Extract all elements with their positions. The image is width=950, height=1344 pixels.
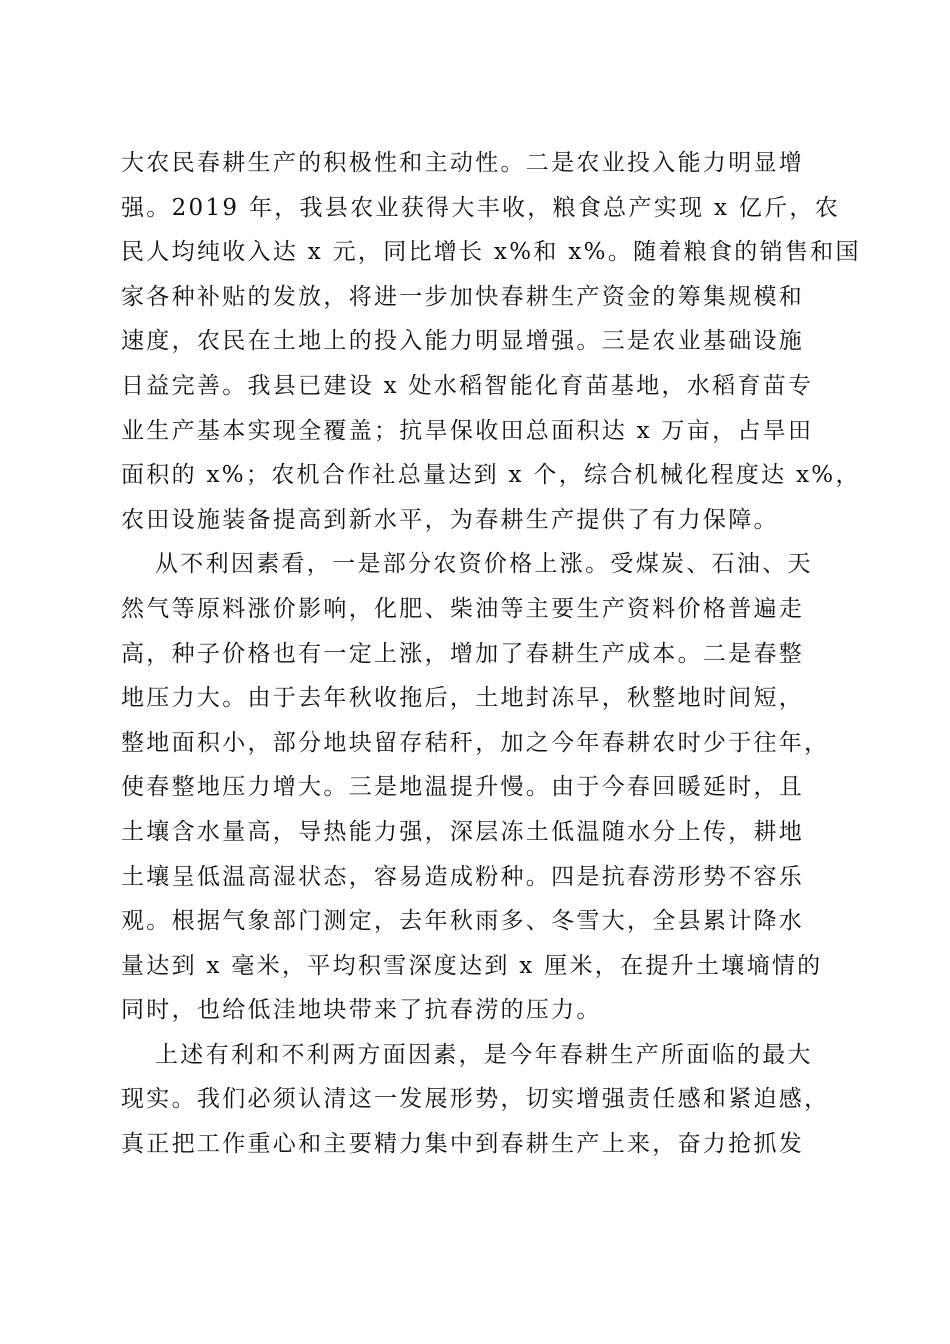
paragraph-2 [121,542,831,1033]
text-line: 同时，也给低洼地块带来了抗春涝的压力。 [121,997,602,1024]
text-line: 家各种补贴的发放，将进一步加快春耕生产资金的筹集规模和 [121,283,805,310]
text-line: 高，种子价格也有一定上涨，增加了春耕生产成本。二是春整 [121,640,805,667]
text-line: 农田设施装备提高到新水平，为春耕生产提供了有力保障。 [121,506,779,533]
text-line: 现实。我们必须认清这一发展形势，切实增强责任感和紧迫感， [121,1086,830,1113]
paragraph-1 [121,141,861,542]
paragraph-3 [121,1033,831,1167]
text-line: 量达到 x 毫米，平均积雪深度达到 x 厘米，在提升土壤墒情的 [121,952,823,979]
text-line: 观。根据气象部门测定，去年秋雨多、冬雪大，全县累计降水 [121,908,805,935]
text-line: 地压力大。由于去年秋收拖后，土地封冻早，秋整地时间短， [121,685,805,712]
text-line: 民人均纯收入达 x 元，同比增长 x%和 x%。随着粮食的销售和国 [121,239,861,266]
text-line: 强。2019 年，我县农业获得大丰收，粮食总产实现 x 亿斤，农 [121,194,841,221]
text-line: 面积的 x%；农机合作社总量达到 x 个，综合机械化程度达 x%， [121,462,861,489]
text-line: 速度，农民在土地上的投入能力明显增强。三是农业基础设施 [121,328,805,355]
text-line: 整地面积小，部分地块留存秸秆，加之今年春耕农时少于往年， [121,729,830,756]
text-line: 上述有利和不利两方面因素，是今年春耕生产所面临的最大 [155,1041,813,1068]
text-line: 土壤含水量高，导热能力强，深层冻土低温随水分上传，耕地 [121,818,805,845]
text-line: 使春整地压力增大。三是地温提升慢。由于今春回暖延时，且 [121,774,805,801]
text-line: 业生产基本实现全覆盖；抗旱保收田总面积达 x 万亩，占旱田 [121,417,814,444]
text-line: 然气等原料涨价影响，化肥、柴油等主要生产资料价格普遍走 [121,595,805,622]
text-line: 土壤呈低温高湿状态，容易造成粉种。四是抗春涝形势不容乐 [121,863,805,890]
text-line: 大农民春耕生产的积极性和主动性。二是农业投入能力明显增 [121,150,805,176]
text-line: 真正把工作重心和主要精力集中到春耕生产上来，奋力抢抓发 [121,1131,805,1158]
text-line: 日益完善。我县已建设 x 处水稻智能化育苗基地，水稻育苗专 [121,372,814,399]
body-text [121,141,861,1167]
text-line: 从不利因素看，一是部分农资价格上涨。受煤炭、石油、天 [155,551,813,578]
